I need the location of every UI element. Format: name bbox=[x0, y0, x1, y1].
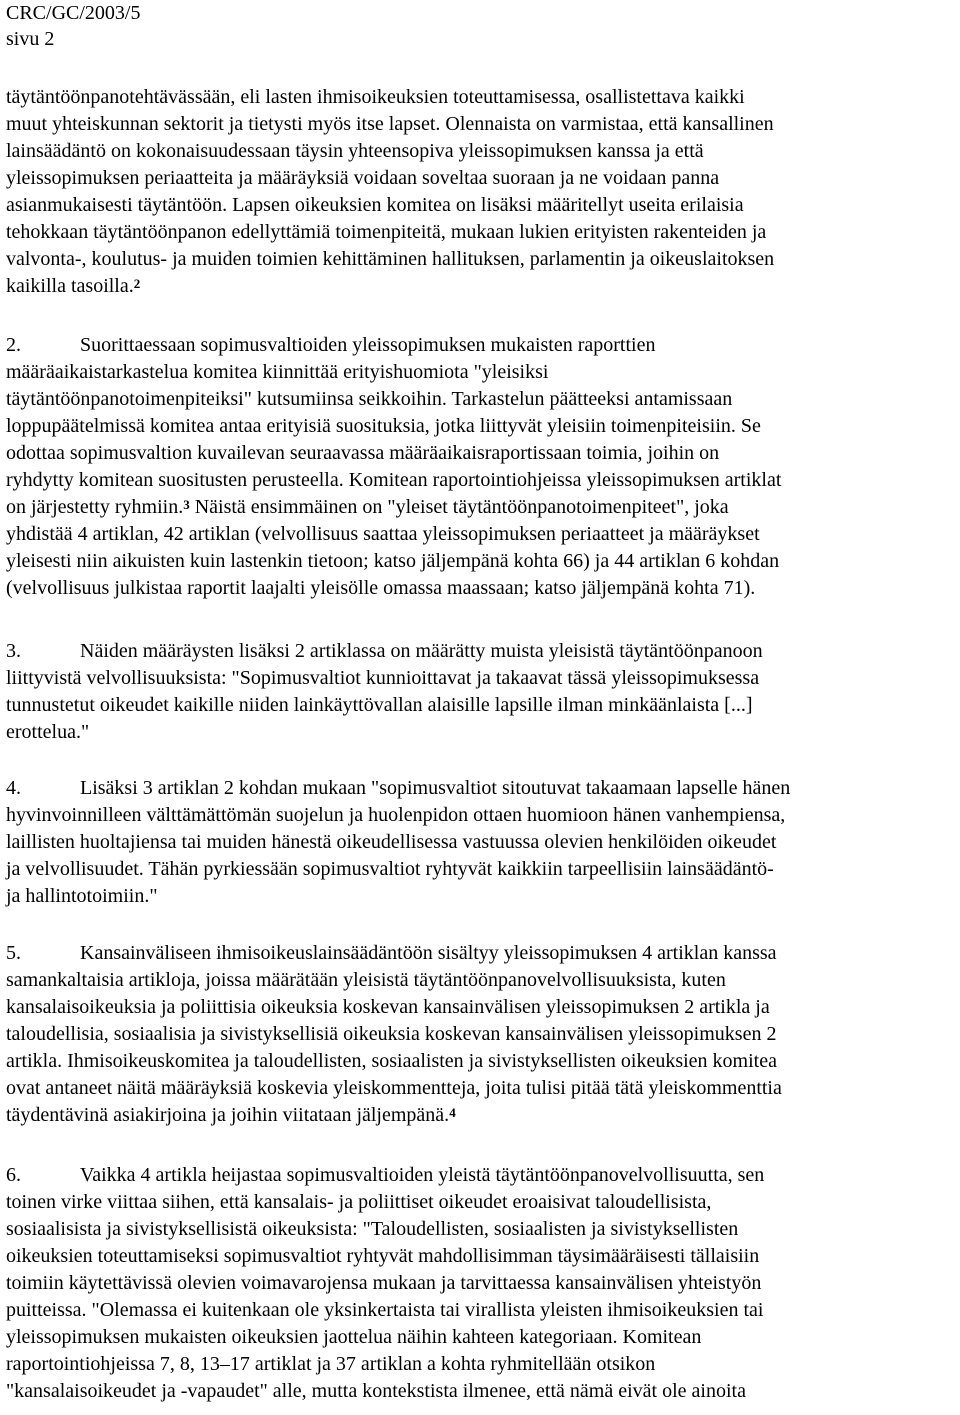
document-reference: CRC/GC/2003/5 bbox=[6, 2, 141, 24]
text-segment: Suorittaessaan sopimusvaltioiden yleissopimuksen mukaisten raporttien bbox=[80, 334, 656, 356]
text-line: "kansalaisoikeudet ja -vapaudet" alle, mutta kontekstista ilmenee, että nämä eivät ole ainoita bbox=[6, 1380, 746, 1402]
text-line bbox=[6, 940, 956, 967]
text-segment: täydentävinä asiakirjoina ja joihin viitataan jäljempänä. bbox=[6, 1104, 450, 1126]
text-line: loppupäätelmissä komitea antaa erityisiä suosituksia, jotka liittyvät yleisiin toimenpiteisiin. Se bbox=[6, 415, 761, 437]
text-segment: kaikilla tasoilla. bbox=[6, 275, 134, 297]
paragraph-number: 2. bbox=[6, 334, 21, 356]
text-line: (velvollisuus julkistaa raportit laajalti yleisölle omassa maassaan; katso jäljempänä kohta 71). bbox=[6, 577, 756, 599]
text-line bbox=[6, 1102, 956, 1129]
text-line: laillisten huoltajiensa tai muiden hänestä oikeudellisessa vastuussa olevien henkilöiden oikeudet bbox=[6, 831, 777, 853]
text-line: ja hallintotoimiin." bbox=[6, 885, 158, 907]
paragraph-5 bbox=[6, 940, 956, 1129]
footnote-reference: 4 bbox=[449, 1105, 456, 1120]
text-line: muut yhteiskunnan sektorit ja tietysti myös itse lapset. Olennaista on varmistaa, että kansallinen bbox=[6, 113, 774, 135]
paragraph-4 bbox=[6, 775, 956, 910]
text-line: yleissopimuksen mukaisten oikeuksien jaottelua näihin kahteen kategoriaan. Komitean bbox=[6, 1326, 702, 1348]
text-segment: Näiden määräysten lisäksi 2 artiklassa on määrätty muista yleisistä täytäntöönpanoon bbox=[80, 640, 763, 662]
paragraph-2 bbox=[6, 332, 956, 602]
text-line: tehokkaan täytäntöönpanon edellyttämiä toimenpiteitä, mukaan lukien erityisten rakenteiden ja bbox=[6, 221, 767, 243]
page-number-label: sivu 2 bbox=[6, 28, 55, 50]
text-line: toinen virke viittaa siihen, että kansalais- ja poliittiset oikeudet eroaisivat taloudellisista, bbox=[6, 1191, 712, 1213]
text-line: oikeuksien toteuttamiseksi sopimusvaltiot ryhtyvät mahdollisimman täysimääräisesti tällaisiin bbox=[6, 1245, 760, 1267]
text-segment: Kansainväliseen ihmisoikeuslainsäädäntöön sisältyy yleissopimuksen 4 artiklan kanssa bbox=[80, 942, 777, 964]
text-line bbox=[6, 775, 956, 802]
paragraph-continuation bbox=[6, 84, 956, 300]
text-line: raportointiohjeissa 7, 8, 13–17 artiklat ja 37 artiklan a kohta ryhmitellään otsikon bbox=[6, 1353, 656, 1375]
paragraph-number: 6. bbox=[6, 1164, 21, 1186]
paragraph-number: 3. bbox=[6, 640, 21, 662]
text-line: ryhdytty komitean suositusten perusteella. Komitean raportointiohjeissa yleissopimuksen artiklat bbox=[6, 469, 782, 491]
paragraph-3 bbox=[6, 638, 956, 746]
text-line: kansalaisoikeuksia ja poliittisia oikeuksia koskevan kansainvälisen yleissopimuksen 2 artikla ja bbox=[6, 996, 770, 1018]
text-line: asianmukaisesti täytäntöön. Lapsen oikeuksien komitea on lisäksi määritellyt useita erilaisia bbox=[6, 194, 744, 216]
text-line: yleissopimuksen periaatteita ja määräyksiä voidaan soveltaa suoraan ja ne voidaan panna bbox=[6, 167, 720, 189]
text-line: yhdistää 4 artiklan, 42 artiklan (velvollisuus saattaa yleissopimuksen periaatteet ja määräykset bbox=[6, 523, 760, 545]
text-line: ovat antaneet näitä määräyksiä koskevia yleiskommentteja, joita tulisi pitää tätä yleiskommenttia bbox=[6, 1077, 782, 1099]
paragraph-number: 4. bbox=[6, 777, 21, 799]
text-line: taloudellisia, sosiaalisia ja sivistyksellisiä oikeuksia koskevan kansainvälisen yleissopimuksen 2 bbox=[6, 1023, 777, 1045]
footnote-reference: 2 bbox=[133, 276, 141, 291]
footnote-reference: 3 bbox=[183, 497, 190, 512]
page-header bbox=[6, 0, 140, 52]
text-line: odottaa sopimusvaltion kuvailevan seuraavassa määräaikaisraportissaan toimia, joihin on bbox=[6, 442, 720, 464]
text-line: tunnustetut oikeudet kaikille niiden lainkäyttövallan alaisille lapsille ilman minkäänlaista [...] bbox=[6, 694, 753, 716]
text-line: artikla. Ihmisoikeuskomitea ja taloudellisten, sosiaalisten ja sivistyksellisten oikeuksien komitea bbox=[6, 1050, 777, 1072]
text-segment: on järjestetty ryhmiin. bbox=[6, 496, 184, 518]
text-line bbox=[6, 273, 956, 300]
text-line: samankaltaisia artikloja, joissa määrätään yleisistä täytäntöönpanovelvollisuuksista, kuten bbox=[6, 969, 726, 991]
text-line bbox=[6, 1162, 956, 1189]
text-line: täytäntöönpanotoimenpiteiksi" kutsumiinsa seikkoihin. Tarkastelun päätteeksi antamissaan bbox=[6, 388, 733, 410]
text-line: sosiaalisista ja sivistyksellisistä oikeuksista: "Taloudellisten, sosiaalisten ja sivistyksellisten bbox=[6, 1218, 739, 1240]
text-line: toimiin käytettävissä olevien voimavarojensa mukaan ja tarvittaessa kansainvälisen yhteistyön bbox=[6, 1272, 762, 1294]
text-line: täytäntöönpanotehtävässään, eli lasten ihmisoikeuksien toteuttamisessa, osallistettava kaikki bbox=[6, 86, 745, 108]
text-line bbox=[6, 494, 956, 521]
text-line: valvonta-, koulutus- ja muiden toimien kehittäminen hallituksen, parlamentin ja oikeuslaitoksen bbox=[6, 248, 775, 270]
text-segment: Näistä ensimmäinen on "yleiset täytäntöönpanotoimenpiteet", joka bbox=[189, 496, 729, 518]
text-line: yleisesti niin aikuisten kuin lastenkin tietoon; katso jäljempänä kohta 66) ja 44 artiklan 6 kohdan bbox=[6, 550, 780, 572]
text-line: liittyvistä velvollisuuksista: "Sopimusvaltiot kunnioittavat ja takaavat tässä yleissopimuksessa bbox=[6, 667, 760, 689]
text-line: määräaikaistarkastelua komitea kiinnittää erityishuomiota "yleisiksi bbox=[6, 361, 549, 383]
text-line bbox=[6, 332, 956, 359]
paragraph-number: 5. bbox=[6, 942, 21, 964]
text-line: hyvinvoinnilleen välttämättömän suojelun ja huolenpidon ottaen huomioon hänen vanhempiensa, bbox=[6, 804, 786, 826]
text-segment: Lisäksi 3 artiklan 2 kohdan mukaan "sopimusvaltiot sitoutuvat takaamaan lapselle hänen bbox=[80, 777, 791, 799]
paragraph-6 bbox=[6, 1162, 956, 1405]
text-line: puitteissa. "Olemassa ei kuitenkaan ole yksinkertaista tai virallista yleisten ihmisoikeuksien tai bbox=[6, 1299, 764, 1321]
text-line: ja velvollisuudet. Tähän pyrkiessään sopimusvaltiot ryhtyvät kaikkiin tarpeellisiin lainsäädäntö- bbox=[6, 858, 774, 880]
text-line: lainsäädäntö on kokonaisuudessaan täysin yhteensopiva yleissopimuksen kanssa ja että bbox=[6, 140, 704, 162]
text-segment: Vaikka 4 artikla heijastaa sopimusvaltioiden yleistä täytäntöönpanovelvollisuutta, sen bbox=[80, 1164, 765, 1186]
text-line bbox=[6, 638, 956, 665]
text-line: erottelua." bbox=[6, 721, 90, 743]
